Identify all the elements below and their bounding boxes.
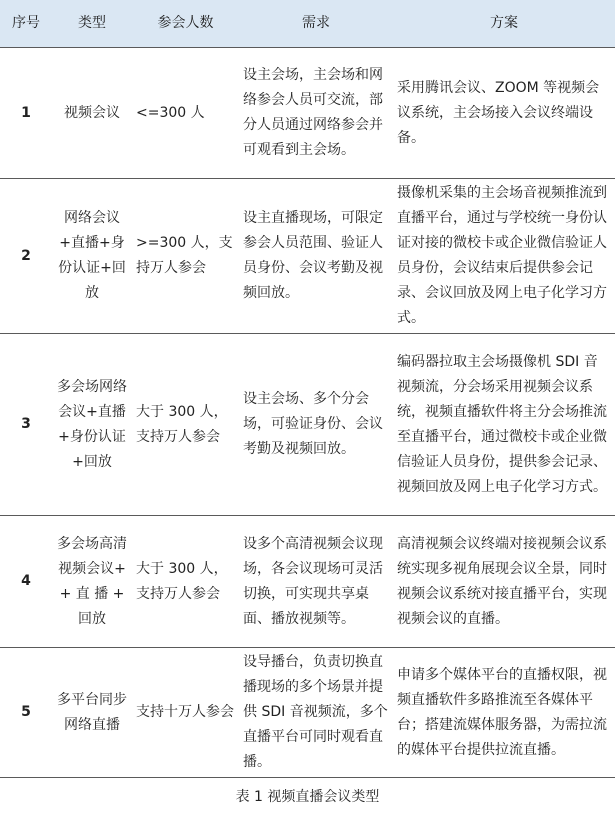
table-row <box>0 334 615 516</box>
header-solution: 方案 <box>393 0 615 48</box>
row-type: 多平台同步网络直播 <box>52 648 132 778</box>
row-type: 视频会议 <box>52 48 132 179</box>
row-solution: 编码器拉取主会场摄像机 SDI 音视频流，分会场采用视频会议系统，视频直播软件将主分会场推流至直播平台，通过微校卡或企业微信验证人员身份，提供参会记录、视频回放及网上电子化学习方式。 <box>393 334 615 516</box>
row-requirement: 设主会场、多个分会场，可验证身份、会议考勤及视频回放。 <box>239 334 393 516</box>
header-size: 参会人数 <box>132 0 239 48</box>
table-row <box>0 179 615 334</box>
row-requirement: 设多个高清视频会议现场，各会议现场可灵活切换，可实现共享桌面、播放视频等。 <box>239 516 393 648</box>
row-size: >=300 人，支持万人参会 <box>132 179 239 334</box>
row-solution: 申请多个媒体平台的直播权限，视频直播软件多路推流至各媒体平台；搭建流媒体服务器，为需拉流的媒体平台提供拉流直播。 <box>393 648 615 778</box>
row-solution: 高清视频会议终端对接视频会议系统实现多视角展现会议全景，同时视频会议系统对接直播平台，实现视频会议的直播。 <box>393 516 615 648</box>
table-caption: 表 1 视频直播会议类型 <box>235 789 380 805</box>
header-requirement: 需求 <box>239 0 393 48</box>
table-header-row <box>0 0 615 48</box>
row-type: 多会场高清视频会议+ + 直 播 + 回放 <box>52 516 132 648</box>
table-row <box>0 516 615 648</box>
row-number: 3 <box>0 334 52 516</box>
row-solution: 采用腾讯会议、ZOOM 等视频会议系统，主会场接入会议终端设备。 <box>393 48 615 179</box>
row-number: 2 <box>0 179 52 334</box>
row-type: 多会场网络会议+直播+身份认证+回放 <box>52 334 132 516</box>
row-size: 支持十万人参会 <box>132 648 239 778</box>
row-size: <=300 人 <box>132 48 239 179</box>
row-size: 大于 300 人，支持万人参会 <box>132 516 239 648</box>
row-number: 5 <box>0 648 52 778</box>
row-requirement: 设主会场，主会场和网络参会人员可交流，部分人员通过网络参会并可观看到主会场。 <box>239 48 393 179</box>
header-type: 类型 <box>52 0 132 48</box>
row-number: 1 <box>0 48 52 179</box>
header-no: 序号 <box>0 0 52 48</box>
table-row <box>0 648 615 778</box>
row-solution: 摄像机采集的主会场音视频推流到直播平台，通过与学校统一身份认证对接的微校卡或企业微信验证人员身份，会议结束后提供参会记录、会议回放及网上电子化学习方式。 <box>393 179 615 334</box>
table-row <box>0 48 615 179</box>
row-type: 网络会议+直播+身份认证+回放 <box>52 179 132 334</box>
row-number: 4 <box>0 516 52 648</box>
row-requirement: 设主直播现场，可限定参会人员范围、验证人员身份、会议考勤及视频回放。 <box>239 179 393 334</box>
row-requirement: 设导播台，负责切换直播现场的多个场景并提供 SDI 音视频流，多个直播平台可同时观看直播。 <box>239 648 393 778</box>
row-size: 大于 300 人，支持万人参会 <box>132 334 239 516</box>
